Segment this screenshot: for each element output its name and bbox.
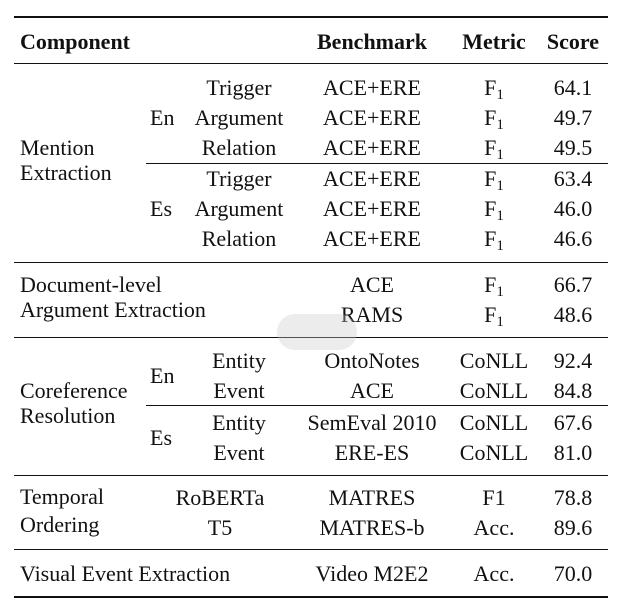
- metric-cell: Acc.: [473, 515, 515, 540]
- score-cell: 67.6: [553, 410, 593, 435]
- metric-cell: F1: [482, 485, 506, 510]
- metric-cell: $F_1$: [484, 166, 504, 194]
- benchmark-cell: MATRES: [328, 485, 416, 510]
- score-cell: 49.5: [553, 135, 593, 160]
- benchmark-cell: OntoNotes: [324, 348, 420, 373]
- component-label: Resolution: [20, 403, 116, 428]
- score-cell: 78.8: [553, 485, 593, 510]
- score-cell: 46.0: [553, 196, 593, 221]
- score-cell: 64.1: [553, 75, 593, 100]
- model-label: RoBERTa: [175, 485, 265, 510]
- task-label: Trigger: [206, 166, 272, 191]
- benchmark-cell: Video M2E2: [315, 561, 429, 586]
- watermark-overlay: [277, 314, 357, 350]
- component-label: Mention: [20, 135, 95, 160]
- metric-cell: $F_1$: [484, 226, 504, 254]
- metric-cell: CoNLL: [459, 378, 529, 403]
- component-label: Ordering: [20, 512, 100, 537]
- table-top-rule: [14, 16, 608, 18]
- table-bottom-rule: [14, 596, 608, 598]
- subsection-rule: [146, 163, 608, 164]
- benchmark-cell: ACE+ERE: [323, 105, 421, 130]
- benchmark-cell: RAMS: [340, 302, 404, 327]
- metric-cell: CoNLL: [459, 440, 529, 465]
- metric-cell: $F_1$: [484, 302, 504, 330]
- metric-cell: CoNLL: [459, 348, 529, 373]
- task-label: Argument: [194, 196, 284, 221]
- task-label: Event: [213, 378, 265, 403]
- language-label: Es: [150, 196, 172, 221]
- task-label: Entity: [212, 410, 266, 435]
- score-cell: 84.8: [553, 378, 593, 403]
- task-label: Relation: [201, 135, 277, 160]
- score-cell: 89.6: [553, 515, 593, 540]
- task-label: Event: [213, 440, 265, 465]
- section-rule: [14, 475, 608, 476]
- component-label: Visual Event Extraction: [20, 561, 231, 586]
- header-rule: [14, 63, 608, 64]
- model-label: T5: [207, 515, 233, 540]
- component-label: Coreference: [20, 378, 128, 403]
- score-cell: 63.4: [553, 166, 593, 191]
- language-label: En: [150, 105, 175, 130]
- benchmark-cell: ACE+ERE: [323, 75, 421, 100]
- metric-cell: $F_1$: [484, 135, 504, 163]
- score-cell: 66.7: [553, 272, 593, 297]
- task-label: Argument: [194, 105, 284, 130]
- score-cell: 70.0: [553, 561, 593, 586]
- benchmark-cell: ACE+ERE: [323, 226, 421, 251]
- component-label: Extraction: [20, 160, 112, 185]
- score-cell: 46.6: [553, 226, 593, 251]
- benchmark-cell: SemEval 2010: [307, 410, 437, 435]
- section-rule: [14, 262, 608, 263]
- component-label: Argument Extraction: [20, 297, 206, 322]
- metric-cell: $F_1$: [484, 75, 504, 103]
- component-label: Document-level: [20, 272, 162, 297]
- score-cell: 49.7: [553, 105, 593, 130]
- metric-cell: Acc.: [473, 561, 515, 586]
- header-metric: Metric: [462, 29, 526, 54]
- task-label: Entity: [212, 348, 266, 373]
- score-cell: 92.4: [553, 348, 593, 373]
- benchmark-cell: ACE+ERE: [323, 166, 421, 191]
- benchmark-cell: ACE: [350, 272, 394, 297]
- metric-cell: $F_1$: [484, 272, 504, 300]
- metric-cell: $F_1$: [484, 196, 504, 224]
- language-label: Es: [150, 425, 172, 450]
- header-score: Score: [546, 29, 600, 54]
- component-label: Temporal: [20, 484, 104, 509]
- benchmark-cell: MATRES-b: [319, 515, 425, 540]
- subsection-rule: [146, 405, 608, 406]
- section-rule: [14, 549, 608, 550]
- task-label: Relation: [201, 226, 277, 251]
- score-cell: 81.0: [553, 440, 593, 465]
- score-cell: 48.6: [553, 302, 593, 327]
- task-label: Trigger: [206, 75, 272, 100]
- header-component: Component: [20, 29, 131, 54]
- language-label: En: [150, 363, 175, 388]
- metric-cell: $F_1$: [484, 105, 504, 133]
- benchmark-cell: ACE+ERE: [323, 135, 421, 160]
- benchmark-cell: ERE-ES: [334, 440, 410, 465]
- header-benchmark: Benchmark: [317, 29, 427, 54]
- benchmark-cell: ACE: [350, 378, 394, 403]
- benchmark-cell: ACE+ERE: [323, 196, 421, 221]
- metric-cell: CoNLL: [459, 410, 529, 435]
